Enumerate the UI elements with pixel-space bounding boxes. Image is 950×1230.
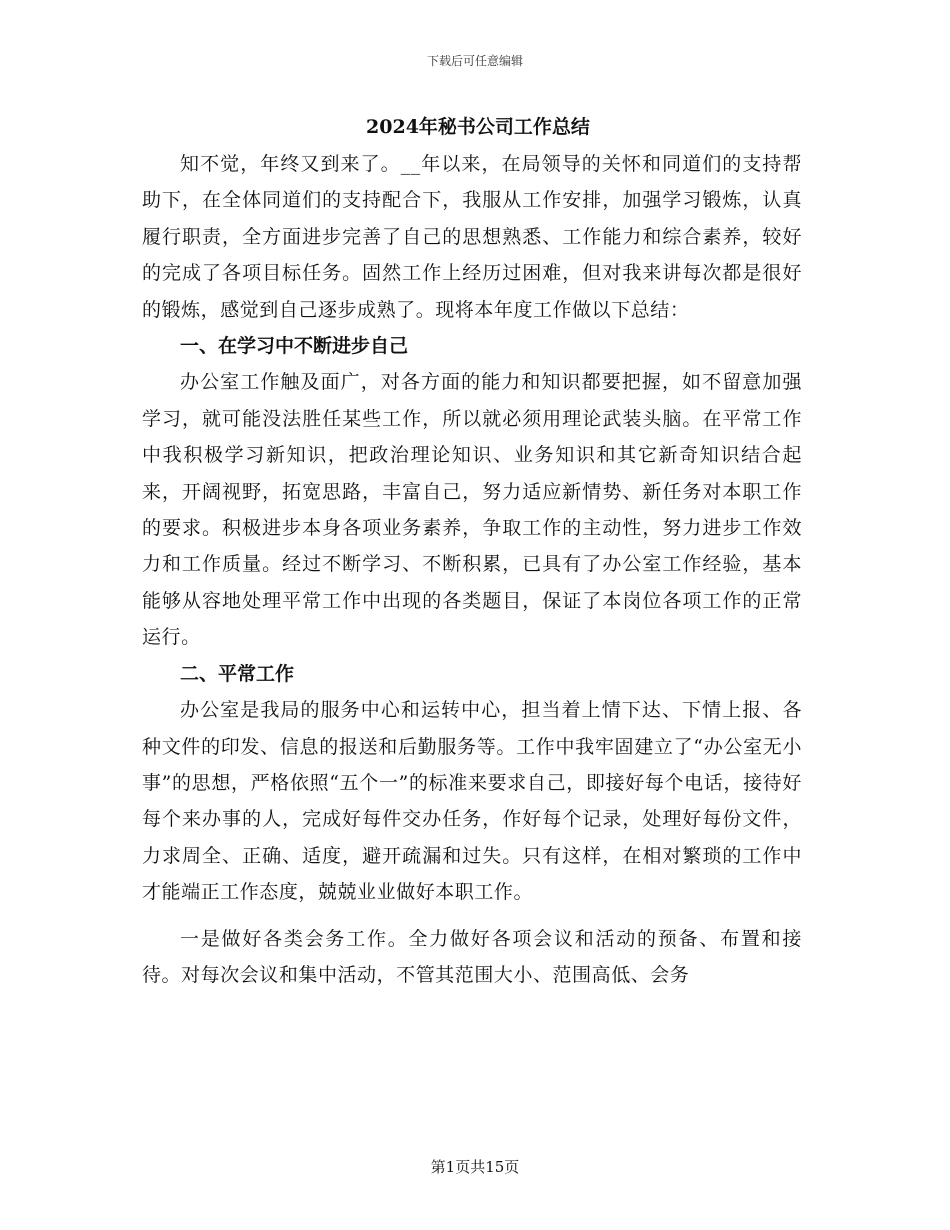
page-header-note: 下载后可任意编辑 bbox=[426, 54, 523, 68]
section-heading-daily-work: 二、平常工作 bbox=[180, 662, 295, 685]
page-number-footer: 第1页共15页 bbox=[430, 1158, 520, 1176]
intro-paragraph: 知不觉，年终又到来了。__年以来，在局领导的关怀和同道们的支持帮助下，在全体同道们的支持配合下，我服从工作安排，加强学习锻炼，认真履行职责，全方面进步完善了自己的思想熟悉、工作能力和综合素养，较好的完成了各项目标任务。固然工作上经历过困难，但对我来讲每次都是很好的锻炼，感觉到自己逐步成熟了。现将本年度工作做以下总结： bbox=[142, 153, 802, 321]
section-study-paragraph: 办公室工作触及面广，对各方面的能力和知识都要把握，如不留意加强学习，就可能没法胜任某些工作，所以就必须用理论武装头脑。在平常工作中我积极学习新知识，把政治理论知识、业务知识和其它新奇知识结合起来，开阔视野，拓宽思路，丰富自己，努力适应新情势、新任务对本职工作的要求。积极进步本身各项业务素养，争取工作的主动性，努力进步工作效力和工作质量。经过不断学习、不断积累，已具有了办公室工作经验，基本能够从容地处理平常工作中出现的各类题目，保证了本岗位各项工作的正常运行。 bbox=[142, 371, 802, 649]
section-daily-work-item-1: 一是做好各类会务工作。全力做好各项会议和活动的预备、布置和接待。对每次会议和集中活动，不管其范围大小、范围高低、会务 bbox=[142, 927, 802, 986]
document-body bbox=[142, 108, 802, 993]
section-daily-work-paragraph: 办公室是我局的服务中心和运转中心，担当着上情下达、下情上报、各种文件的印发、信息的报送和后勤服务等。工作中我牢固建立了“办公室无小事”的思想，严格依照“五个一”的标准来要求自己，即接好每个电话，接待好每个来办事的人，完成好每件交办任务，作好每个记录，处理好每份文件，力求周全、正确、适度，避开疏漏和过失。只有这样，在相对繁琐的工作中才能端正工作态度，兢兢业业做好本职工作。 bbox=[142, 699, 802, 904]
document-title: 2024年秘书公司工作总结 bbox=[366, 116, 590, 138]
section-heading-study: 一、在学习中不断进步自己 bbox=[180, 335, 409, 358]
